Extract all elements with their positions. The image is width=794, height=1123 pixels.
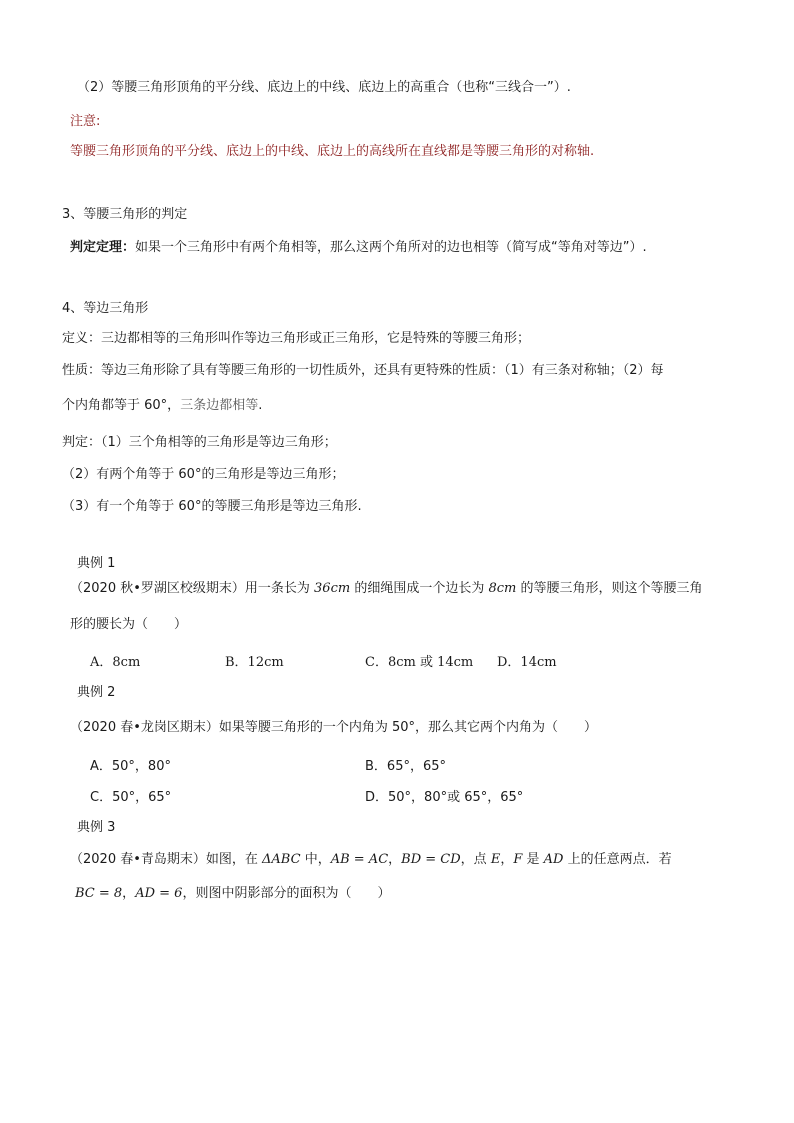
example1-option-c[interactable]: C．8cm 或 14cm: [365, 655, 474, 670]
note-label: 注意:: [70, 114, 101, 129]
example3-q-m1: ΔABC: [262, 852, 301, 867]
example2-question: （2020 春•龙岗区期末）如果等腰三角形的一个内角为 50°，那么其它两个内角为（ ）: [70, 720, 598, 735]
example3-q2-b: ，则图中阴影部分的面积为（ ）: [182, 886, 391, 901]
note-text: 等腰三角形顶角的平分线、底边上的中线、底边上的高线所在直线都是等腰三角形的对称轴.: [70, 144, 595, 159]
example3-title: 典例 3: [77, 820, 116, 835]
property-item-2: （2）等腰三角形顶角的平分线、底边上的中线、底边上的高重合（也称“三线合一”）.: [77, 80, 571, 95]
example1-q-c: 的等腰三角形，则这个等腰三角: [516, 581, 703, 596]
example3-q-f: 是: [522, 852, 544, 867]
section4-heading: 4、等边三角形: [62, 301, 149, 316]
example3-q2-m2: AD = 6: [135, 886, 183, 901]
equilateral-property-line1: 性质：等边三角形除了具有等腰三角形的一切性质外，还具有更特殊的性质：（1）有三条对称轴；（2）每: [62, 363, 664, 378]
theorem-text: 如果一个三角形中有两个角相等，那么这两个角所对的边也相等（简写成“等角对等边”）.: [135, 240, 647, 255]
example3-q-b: 中，: [300, 852, 331, 867]
example3-q-a: （2020 春•青岛期末）如图，在: [70, 852, 263, 867]
example3-q2-m1: BC = 8: [75, 886, 123, 901]
example1-option-b[interactable]: B．12cm: [225, 655, 284, 670]
example3-q2-a: ，: [122, 886, 136, 901]
section3-heading: 3、等腰三角形的判定: [62, 207, 188, 222]
example3-question-line1: [70, 851, 672, 869]
example1-option-a[interactable]: A．8cm: [90, 655, 141, 670]
example2-title: 典例 2: [77, 685, 116, 700]
judge-line1: 判定：（1）三个角相等的三角形是等边三角形；: [62, 435, 337, 450]
property-line2-c: .: [258, 398, 263, 413]
example3-q-e: ，: [500, 852, 514, 867]
example3-q-d: ，点: [460, 852, 491, 867]
example1-q-m2: 8cm: [488, 581, 517, 596]
judgement-theorem: [70, 239, 647, 257]
example1-question-line1: [70, 580, 702, 598]
example1-question-line2: 形的腰长为（ ）: [70, 617, 188, 632]
example1-q-m1: 36cm: [314, 581, 351, 596]
example3-q-m4: E: [490, 852, 501, 867]
example2-option-d[interactable]: D．50°，80°或 65°，65°: [365, 790, 524, 805]
example3-q-m2: AB = AC: [330, 852, 389, 867]
example2-option-b[interactable]: B．65°，65°: [365, 759, 447, 774]
equilateral-definition: 定义：三边都相等的三角形叫作等边三角形或正三角形，它是特殊的等腰三角形；: [62, 331, 531, 346]
judge-line3: （3）有一个角等于 60°的等腰三角形是等边三角形.: [62, 499, 362, 514]
property-line2-b: 三条边都相等: [180, 398, 259, 413]
property-line2-a: 个内角都等于 60°，: [62, 398, 181, 413]
example3-q-m6: AD: [543, 852, 564, 867]
example1-q-a: （2020 秋•罗湖区校级期末）用一条长为: [70, 581, 315, 596]
example1-q-b: 的细绳围成一个边长为: [350, 581, 489, 596]
judge-line2: （2）有两个角等于 60°的三角形是等边三角形；: [62, 467, 345, 482]
example2-option-c[interactable]: C．50°，65°: [90, 790, 172, 805]
example2-option-a[interactable]: A．50°，80°: [90, 759, 171, 774]
example3-q-c: ，: [388, 852, 402, 867]
example1-title: 典例 1: [77, 556, 116, 571]
example3-q-m5: F: [513, 852, 523, 867]
example1-option-d[interactable]: D．14cm: [497, 655, 557, 670]
example3-q-g: 上的任意两点．若: [563, 852, 672, 867]
example3-q-m3: BD = CD: [401, 852, 461, 867]
equilateral-property-line2: [62, 397, 262, 415]
example3-question-line2: [75, 885, 390, 903]
theorem-label: 判定定理：: [70, 240, 136, 255]
